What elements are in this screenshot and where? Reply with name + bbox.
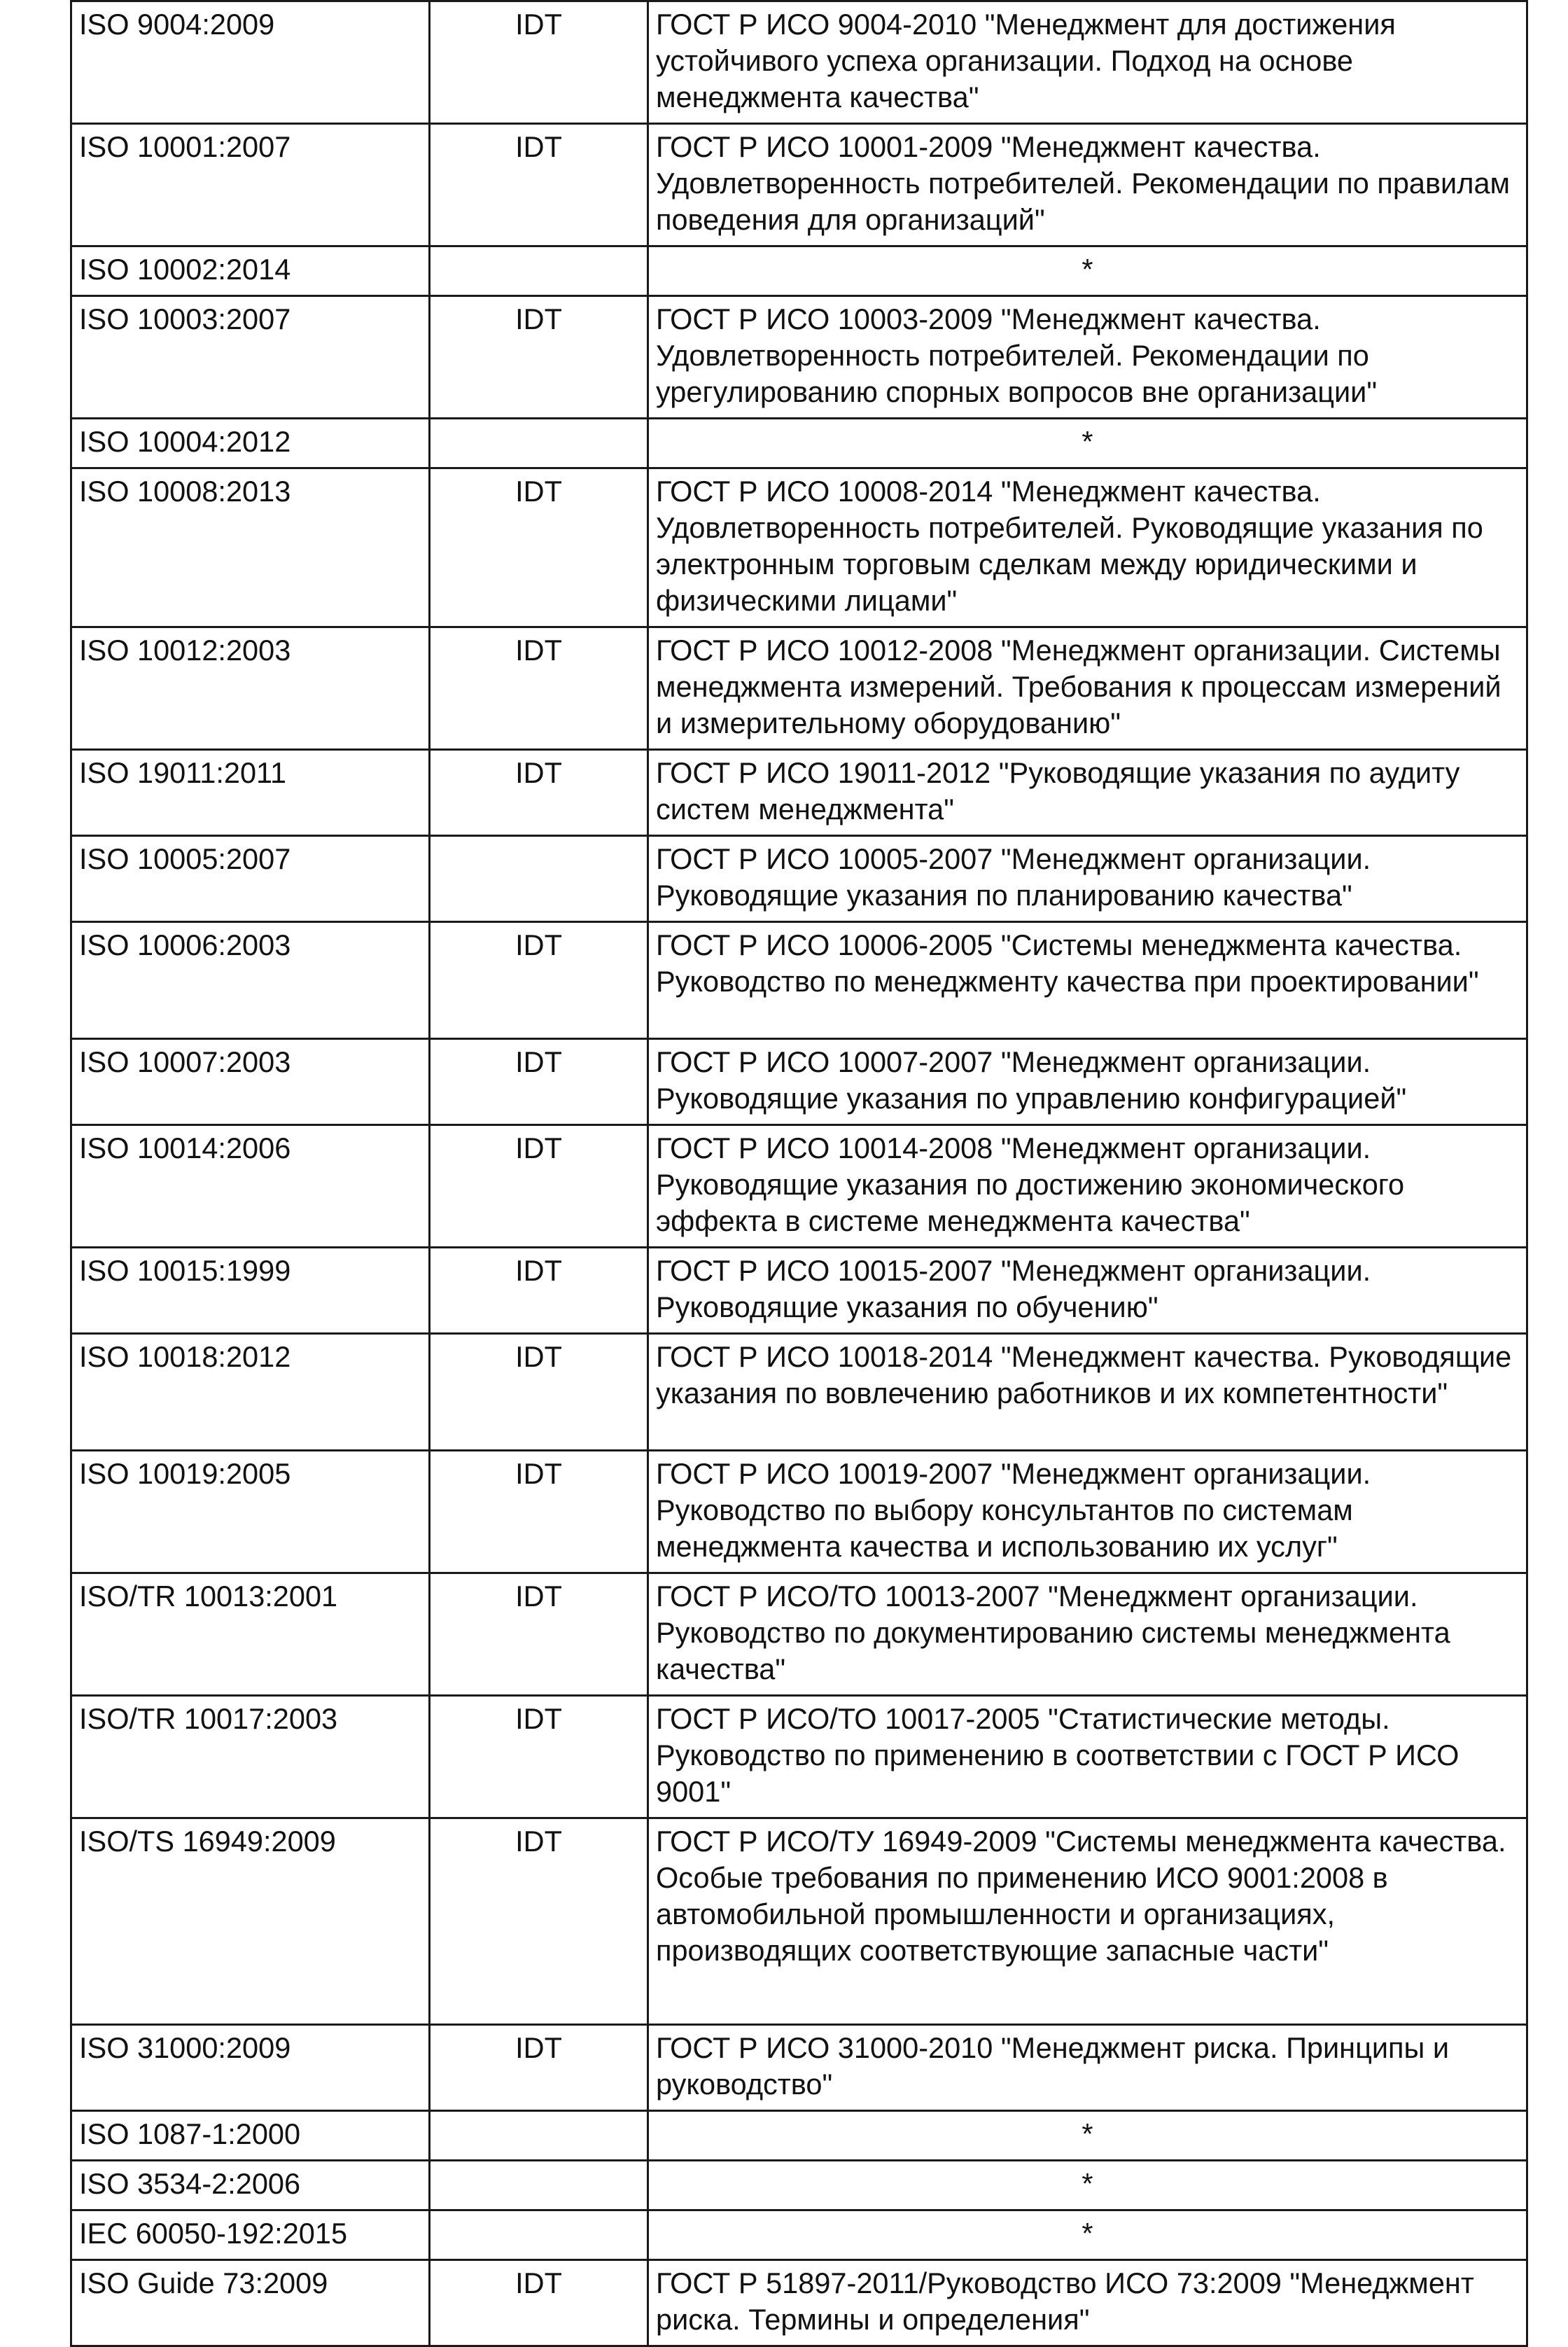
correspondence-degree xyxy=(430,836,648,922)
table-row xyxy=(71,750,1527,836)
table-row xyxy=(71,296,1527,419)
table-row xyxy=(71,1451,1527,1573)
correspondence-degree: IDT xyxy=(430,922,648,1039)
correspondence-degree: IDT xyxy=(430,468,648,627)
iso-designation: ISO 10018:2012 xyxy=(71,1334,430,1451)
correspondence-degree: IDT xyxy=(430,1125,648,1248)
gost-designation: ГОСТ Р ИСО 10012-2008 "Менеджмент организации. Системы менеджмента измерений. Требования к процессам измерений и измерительному оборудованию" xyxy=(648,627,1527,750)
correspondence-degree: IDT xyxy=(430,1818,648,2025)
correspondence-degree: IDT xyxy=(430,296,648,419)
iso-designation: ISO 10003:2007 xyxy=(71,296,430,419)
gost-designation: ГОСТ Р ИСО 10001-2009 "Менеджмент качества. Удовлетворенность потребителей. Рекомендации по правилам поведения для организаций" xyxy=(648,124,1527,246)
correspondence-degree: IDT xyxy=(430,1696,648,1818)
table-row xyxy=(71,1573,1527,1696)
standards-correspondence-table xyxy=(70,0,1528,2347)
table-row xyxy=(71,2111,1527,2161)
iso-designation: ISO 31000:2009 xyxy=(71,2025,430,2111)
iso-designation: ISO 10007:2003 xyxy=(71,1039,430,1125)
iso-designation: ISO 3534-2:2006 xyxy=(71,2161,430,2210)
correspondence-degree: IDT xyxy=(430,1451,648,1573)
gost-designation: ГОСТ Р ИСО 10006-2005 "Системы менеджмента качества. Руководство по менеджменту качества при проектировании" xyxy=(648,922,1527,1039)
iso-designation: IEC 60050-192:2015 xyxy=(71,2210,430,2260)
iso-designation: ISO 10008:2013 xyxy=(71,468,430,627)
correspondence-degree xyxy=(430,2111,648,2161)
gost-designation: ГОСТ Р ИСО/ТУ 16949-2009 "Системы менеджмента качества. Особые требования по применению ИСО 9001:2008 в автомобильной промышленности и организациях, производящих соответствующие запасные части" xyxy=(648,1818,1527,2025)
gost-designation: ГОСТ Р ИСО/ТО 10013-2007 "Менеджмент организации. Руководство по документированию системы менеджмента качества" xyxy=(648,1573,1527,1696)
table-row xyxy=(71,922,1527,1039)
correspondence-degree: IDT xyxy=(430,1248,648,1334)
correspondence-degree xyxy=(430,419,648,468)
correspondence-degree: IDT xyxy=(430,2025,648,2111)
table-row xyxy=(71,2161,1527,2210)
correspondence-degree: IDT xyxy=(430,1334,648,1451)
table-row xyxy=(71,1248,1527,1334)
iso-designation: ISO 9004:2009 xyxy=(71,1,430,124)
iso-designation: ISO 10004:2012 xyxy=(71,419,430,468)
table-row xyxy=(71,2210,1527,2260)
gost-designation: ГОСТ Р ИСО 10015-2007 "Менеджмент организации. Руководящие указания по обучению" xyxy=(648,1248,1527,1334)
iso-designation: ISO 19011:2011 xyxy=(71,750,430,836)
gost-designation: ГОСТ Р ИСО 10003-2009 "Менеджмент качества. Удовлетворенность потребителей. Рекомендации по урегулированию спорных вопросов вне организации" xyxy=(648,296,1527,419)
gost-designation: * xyxy=(648,419,1527,468)
correspondence-degree xyxy=(430,2210,648,2260)
gost-designation: ГОСТ Р 51897-2011/Руководство ИСО 73:2009 "Менеджмент риска. Термины и определения" xyxy=(648,2260,1527,2346)
iso-designation: ISO 10005:2007 xyxy=(71,836,430,922)
correspondence-degree: IDT xyxy=(430,1573,648,1696)
table-row xyxy=(71,627,1527,750)
correspondence-degree: IDT xyxy=(430,1039,648,1125)
iso-designation: ISO 10014:2006 xyxy=(71,1125,430,1248)
correspondence-degree xyxy=(430,246,648,296)
gost-designation: ГОСТ Р ИСО 10007-2007 "Менеджмент организации. Руководящие указания по управлению конфигурацией" xyxy=(648,1039,1527,1125)
gost-designation: * xyxy=(648,2161,1527,2210)
iso-designation: ISO 10002:2014 xyxy=(71,246,430,296)
gost-designation: ГОСТ Р ИСО 31000-2010 "Менеджмент риска. Принципы и руководство" xyxy=(648,2025,1527,2111)
correspondence-degree: IDT xyxy=(430,627,648,750)
gost-designation: ГОСТ Р ИСО 19011-2012 "Руководящие указания по аудиту систем менеджмента" xyxy=(648,750,1527,836)
table-row xyxy=(71,124,1527,246)
table-row xyxy=(71,1039,1527,1125)
gost-designation: ГОСТ Р ИСО 10018-2014 "Менеджмент качества. Руководящие указания по вовлечению работников и их компетентности" xyxy=(648,1334,1527,1451)
gost-designation: ГОСТ Р ИСО 10008-2014 "Менеджмент качества. Удовлетворенность потребителей. Руководящие указания по электронным торговым сделкам между юридическими и физическими лицами" xyxy=(648,468,1527,627)
iso-designation: ISO Guide 73:2009 xyxy=(71,2260,430,2346)
iso-designation: ISO/TR 10017:2003 xyxy=(71,1696,430,1818)
table-row xyxy=(71,246,1527,296)
gost-designation: ГОСТ Р ИСО/ТО 10017-2005 "Статистические методы. Руководство по применению в соответствии с ГОСТ Р ИСО 9001" xyxy=(648,1696,1527,1818)
iso-designation: ISO 10001:2007 xyxy=(71,124,430,246)
iso-designation: ISO 10015:1999 xyxy=(71,1248,430,1334)
standards-correspondence-page xyxy=(70,0,1526,2347)
table-row xyxy=(71,836,1527,922)
iso-designation: ISO 1087-1:2000 xyxy=(71,2111,430,2161)
gost-designation: * xyxy=(648,2210,1527,2260)
gost-designation: ГОСТ Р ИСО 10019-2007 "Менеджмент организации. Руководство по выбору консультантов по системам менеджмента качества и использованию их услуг" xyxy=(648,1451,1527,1573)
iso-designation: ISO 10019:2005 xyxy=(71,1451,430,1573)
table-body xyxy=(71,1,1527,2346)
gost-designation: * xyxy=(648,246,1527,296)
table-row xyxy=(71,468,1527,627)
table-row xyxy=(71,1696,1527,1818)
table-row xyxy=(71,1818,1527,2025)
iso-designation: ISO 10012:2003 xyxy=(71,627,430,750)
table-row xyxy=(71,1125,1527,1248)
gost-designation: ГОСТ Р ИСО 9004-2010 "Менеджмент для достижения устойчивого успеха организации. Подход на основе менеджмента качества" xyxy=(648,1,1527,124)
gost-designation: ГОСТ Р ИСО 10005-2007 "Менеджмент организации. Руководящие указания по планированию качества" xyxy=(648,836,1527,922)
table-row xyxy=(71,2025,1527,2111)
iso-designation: ISO/TR 10013:2001 xyxy=(71,1573,430,1696)
correspondence-degree: IDT xyxy=(430,2260,648,2346)
gost-designation: * xyxy=(648,2111,1527,2161)
correspondence-degree: IDT xyxy=(430,750,648,836)
iso-designation: ISO/TS 16949:2009 xyxy=(71,1818,430,2025)
table-row xyxy=(71,1,1527,124)
iso-designation: ISO 10006:2003 xyxy=(71,922,430,1039)
table-row xyxy=(71,2260,1527,2346)
correspondence-degree: IDT xyxy=(430,124,648,246)
correspondence-degree xyxy=(430,2161,648,2210)
table-row xyxy=(71,1334,1527,1451)
correspondence-degree: IDT xyxy=(430,1,648,124)
table-row xyxy=(71,419,1527,468)
gost-designation: ГОСТ Р ИСО 10014-2008 "Менеджмент организации. Руководящие указания по достижению экономического эффекта в системе менеджмента качества" xyxy=(648,1125,1527,1248)
